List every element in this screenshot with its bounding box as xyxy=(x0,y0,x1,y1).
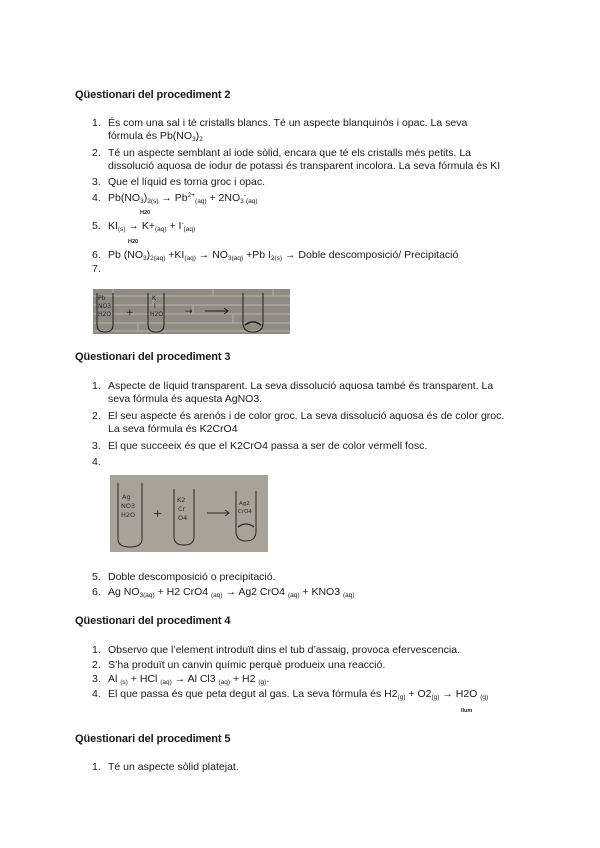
sketch-label: Ag xyxy=(122,493,131,501)
sketch-photo-procediment-3 xyxy=(110,475,268,552)
formula-part: + 2NO xyxy=(206,192,241,204)
sketch-label: + xyxy=(153,507,163,520)
sketch-label: NO3 xyxy=(121,502,136,510)
formula-part: → Al Cl3 xyxy=(171,673,219,685)
formula-part: ) xyxy=(143,192,148,204)
formula-part: (aq) xyxy=(183,226,196,233)
formula-part: Pb (NO xyxy=(108,249,144,261)
formula-part: → H2O xyxy=(439,688,481,700)
formula-part: dissolució aquosa de iodur de potassi és transparent incolora. La seva fórmula és KI xyxy=(108,160,501,172)
formula-part: Pb(NO xyxy=(108,192,141,204)
formula-part: → Pb xyxy=(158,192,188,204)
formula-part: (aq) xyxy=(287,592,300,599)
formula-part: (aq) xyxy=(195,198,207,205)
formula-part: → Doble descomposició/ Precipitació xyxy=(282,249,459,261)
formula-part: 3(aq) xyxy=(227,255,244,262)
formula-part: Aspecte de líquid transparent. La seva dissolució aquosa també és transparent. La xyxy=(108,380,494,392)
sketch-label: Cr xyxy=(178,505,186,513)
sketch-label: → xyxy=(185,307,193,317)
formula-part: + H2 CrO4 xyxy=(154,586,212,598)
sketch-label: O4 xyxy=(178,514,188,522)
formula-part: (s) xyxy=(120,679,128,686)
formula-part: +KI xyxy=(165,249,185,261)
formula-part: (g) xyxy=(397,694,406,701)
formula-part: + HCl xyxy=(127,673,161,685)
formula-part: Ag NO xyxy=(108,586,140,598)
formula-part: → Ag2 CrO4 xyxy=(222,586,288,598)
section-title-procediment-4: Qüestionari del procediment 4 xyxy=(75,615,231,627)
formula-part: - xyxy=(181,220,184,227)
formula-part: (g) xyxy=(258,679,267,686)
sketch-label: I xyxy=(154,303,156,310)
formula-part: 2(aq) xyxy=(150,255,166,262)
formula-part: Té un aspecte semblant al iode sòlid, encara que té els cristalls més petits. La xyxy=(108,147,472,159)
sketch-label: Ag2 xyxy=(239,501,250,507)
sketch-label: H2O xyxy=(98,311,112,318)
formula-part: KI xyxy=(108,220,118,232)
formula-part: El que passa és que peta degut al gas. La seva fórmula és H2 xyxy=(108,688,398,700)
formula-part: . xyxy=(266,673,270,685)
sketch-label: K2 xyxy=(177,496,186,504)
formula-part: 2(s) xyxy=(270,255,283,262)
document-page: Qüestionari del procediment 2 1. És com una sal i té cristalls blancs. Té un aspecte blanquinós i opac. La seva fórmula és $Pb(NO_3)_2$ 2. Té un aspecte semblant al iode sòlid, encara que té els cristalls més petits. La dissolució aquosa de iodur de potassi és transparent incolora. La seva fórmula és KI 3. Que el líquid es torna groc i opac. 4. $Pb(NO_3)_{2(s)} \to Pb^{2+}_{(aq)} + 2NO_3^-_{(aq)}$ H20 5. $KI_{(s)} \to K+_{(aq)} + I^-_{(aq)}$ H20 6. Pb $(NO_3)_{2(aq)} +KI_{(aq)} \to NO_{3(aq)} +Pb$ $I_{2(s)}$ → Doble descomposició/ Precipitació 7. Pb NO3 H2O + K I H2O → Qüestionari del procediment 3 1. Aspecte de líquid transparent. La seva dissolució aquosa també és transparent. La seva fórmula és aquesta AgNO3. 2. El seu aspecte és arenós i de color groc. La seva dissolució aquosa és de color groc. La seva fórmula és K2CrO4 3. El que succeeix és que el K2CrO4 passa a ser de color vermell fosc. 4. Ag NO3 H2O + K2 Cr O4 Ag2 CrO4 5. Doble descomposició o precipitació. 6. Ag $NO_{3(aq)} + H2$ CrO4 $_{(aq)}$ → Ag2 CrO4 $_{(aq)}$ + KNO3 $_{(aq)}$ Qüestionari del procediment 4 1. Observo que l’element introduït dins el tub d’assaig, provoca efervescencia. 2. S’ha produït un canvin químic perquè produeix una reacció. 3. Al $_{(s)}$ + HCl $_{(aq)}$ → Al Cl3 $_{(aq)}$ + H2 $_{(g)}$. 4. El que passa és que peta degut al gas. La seva fórmula és $H2_{(g)} + O2_{(g)} \to H2O$ $_{(g)}$ llum Qüestionari del procediment 5 1. Té un aspecte sòlid platejat. xyxy=(75,89,505,773)
section-title-procediment-2: Qüestionari del procediment 2 xyxy=(75,89,231,101)
section-title-procediment-3: Qüestionari del procediment 3 xyxy=(75,351,231,363)
formula-part: El seu aspecte és arenós i de color groc. La seva dissolució aquosa és de color groc. xyxy=(108,410,505,422)
annotation-h2o: H20 xyxy=(140,210,151,216)
annotation-llum: llum xyxy=(461,708,473,714)
formula-part: És com una sal i té cristalls blancs. Té un aspecte blanquinós i opac. La seva xyxy=(108,117,468,129)
formula-part: (aq) xyxy=(160,679,172,686)
formula-part: (aq) xyxy=(245,198,258,205)
formula-part: 3 xyxy=(143,255,147,262)
formula-part: → NO xyxy=(195,249,228,261)
sketch-label: + xyxy=(126,308,134,318)
sketch-label: NO3 xyxy=(98,303,112,310)
formula-part: (aq) xyxy=(342,592,355,599)
formula-part: (aq) xyxy=(155,226,167,233)
formula-part: → K+ xyxy=(125,220,155,232)
sketch-photo-procediment-2 xyxy=(93,289,290,334)
formula-part: 3 xyxy=(140,198,144,205)
formula-part: + O2 xyxy=(405,688,432,700)
formula-part: fórmula és Pb(NO xyxy=(108,130,193,142)
formula-part: 3 xyxy=(240,198,244,205)
formula-part: ) xyxy=(146,249,151,261)
formula-part: + H2 xyxy=(230,673,259,685)
formula-part: +Pb I xyxy=(243,249,271,261)
sketch-label: H2O xyxy=(150,311,164,318)
formula-part: (g) xyxy=(431,694,440,701)
formula-part: (s) xyxy=(117,226,126,233)
sketch-label: K xyxy=(152,295,156,302)
formula-part: Al xyxy=(108,673,121,685)
formula-part: (g) xyxy=(480,694,489,701)
formula-part: (aq) xyxy=(184,255,196,262)
formula-part: 3 xyxy=(192,136,196,143)
formula-part: + I xyxy=(166,220,182,232)
formula-part: La seva fórmula és K2CrO4 xyxy=(108,423,238,435)
formula-part: ) xyxy=(195,130,200,142)
formula-part: + KNO3 xyxy=(299,586,343,598)
sketch-label: H2O xyxy=(121,511,136,519)
formula-part: 3(aq) xyxy=(139,592,155,599)
formula-part: 2+ xyxy=(187,192,196,199)
formula-part: 2 xyxy=(199,136,203,143)
section-title-procediment-5: Qüestionari del procediment 5 xyxy=(75,733,231,745)
sketch-label: CrO4 xyxy=(238,509,252,515)
sketch-label: Pb xyxy=(98,295,106,302)
formula-part: seva fórmula és aquesta AgNO3. xyxy=(108,393,263,405)
formula-part: - xyxy=(243,192,246,199)
formula-part: (aq) xyxy=(211,592,223,599)
formula-part: 2(s) xyxy=(147,198,159,205)
formula-part: (aq) xyxy=(218,679,231,686)
annotation-h2o: H20 xyxy=(128,239,139,245)
